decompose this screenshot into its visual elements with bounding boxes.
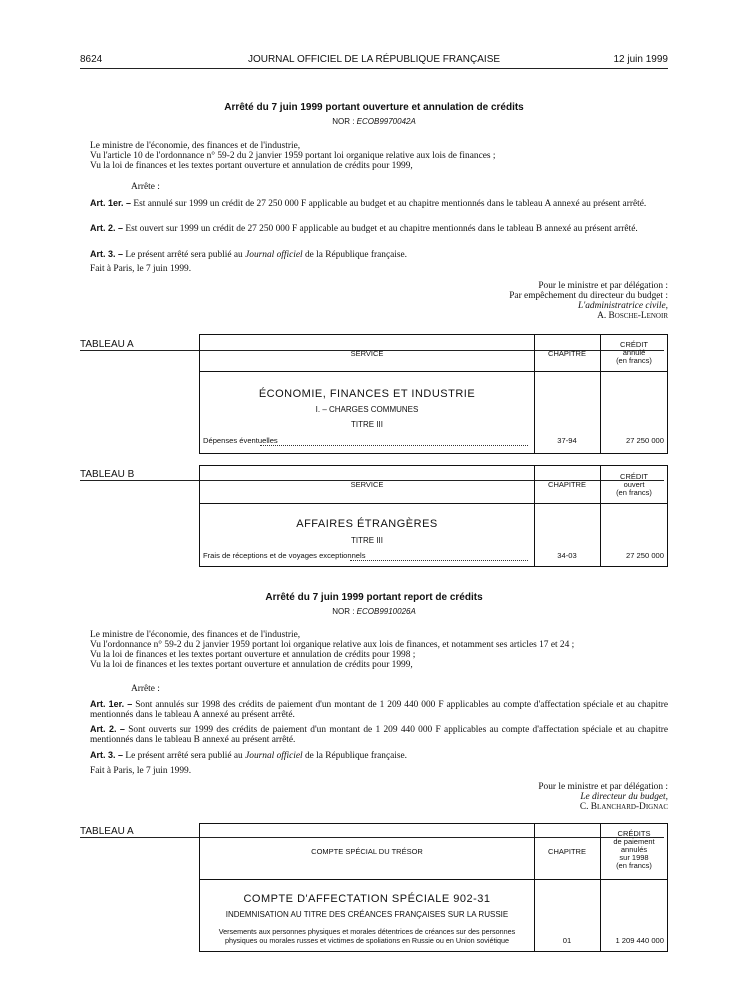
section-title: COMPTE D'AFFECTATION SPÉCIALE 902-31 bbox=[243, 893, 491, 905]
row-label: Frais de réceptions et de voyages exceptionnels bbox=[203, 551, 366, 560]
arrete2-preamble-2: Vu l'ordonnance n° 59-2 du 2 janvier 1959 portant loi organique relative aux lois de finances, et notamment ses articles 17 et 24 ; bbox=[90, 640, 575, 650]
arrete2-title: Arrêté du 7 juin 1999 portant report de crédits bbox=[265, 592, 483, 603]
row-chapitre: 37-94 bbox=[557, 436, 577, 445]
journal-title: JOURNAL OFFICIEL DE LA RÉPUBLIQUE FRANÇAISE bbox=[247, 54, 501, 65]
arrete1-article-3 bbox=[90, 249, 668, 260]
arrete1-title: Arrêté du 7 juin 1999 portant ouverture et annulation de crédits bbox=[224, 102, 524, 113]
arrete2-preamble-4: Vu la loi de finances et les textes portant ouverture et annulation de crédits pour 1999, bbox=[90, 660, 413, 670]
tableau-b1-table bbox=[199, 465, 668, 567]
page-date: 12 juin 1999 bbox=[613, 54, 668, 65]
arrete1-nor-label: NOR : bbox=[332, 117, 355, 126]
arrete1-signature bbox=[368, 281, 668, 321]
arrete2-arrete: Arrête : bbox=[131, 684, 160, 694]
arrete1-preamble-2: Vu l'article 10 de l'ordonnance n° 59-2 du 2 janvier 1959 portant loi organique relative aux lois de finances ; bbox=[90, 151, 496, 161]
arrete2-nor-code: ECOB9910026A bbox=[356, 607, 416, 616]
article-text: Le présent arrêté sera publié au bbox=[125, 751, 246, 761]
arrete2-signature bbox=[368, 782, 668, 812]
row-chapitre: 01 bbox=[562, 936, 572, 945]
section-title: AFFAIRES ÉTRANGÈRES bbox=[296, 518, 438, 530]
signature-title: Le directeur du budget, bbox=[580, 792, 668, 802]
arrete2-nor-label: NOR : bbox=[332, 607, 355, 616]
col-credit: CRÉDITS de paiement annulés sur 1998 (en francs) bbox=[613, 829, 655, 870]
section-subtitle: I. – CHARGES COMMUNES bbox=[315, 405, 419, 414]
row-credit: 27 250 000 bbox=[625, 436, 664, 445]
tableau-a2-label: TABLEAU A bbox=[80, 826, 134, 837]
section-titre: TITRE III bbox=[351, 536, 383, 545]
article-label: Art. 2. – bbox=[90, 724, 125, 734]
journal-officiel: Journal officiel bbox=[245, 250, 303, 260]
signature-line: Pour le ministre et par délégation : bbox=[538, 281, 668, 291]
section-titre: TITRE III bbox=[351, 420, 383, 429]
article-text: Est ouvert sur 1999 un crédit de 27 250 000 F applicable au budget et au chapitre mentionnés dans le tableau B annexé au présent arrêté. bbox=[125, 224, 638, 234]
arrete1-preamble-3: Vu la loi de finances et les textes portant ouverture et annulation de crédits pour 1999, bbox=[90, 161, 413, 171]
article-text: Le présent arrêté sera publié au bbox=[125, 250, 246, 260]
article-text: de la République française. bbox=[302, 250, 408, 260]
tableau-a1-label: TABLEAU A bbox=[80, 339, 134, 350]
col-credit: CRÉDIT ouvert (en francs) bbox=[616, 472, 652, 497]
article-text: de la République française. bbox=[302, 751, 408, 761]
arrete2-article-3 bbox=[90, 750, 668, 761]
col-chapitre: CHAPITRE bbox=[548, 847, 586, 856]
arrete2-preamble-3: Vu la loi de finances et les textes portant ouverture et annulation de crédits pour 1998 ; bbox=[90, 650, 416, 660]
article-label: Art. 1er. – bbox=[90, 198, 132, 208]
section-title: ÉCONOMIE, FINANCES ET INDUSTRIE bbox=[258, 388, 476, 400]
article-label: Art. 3. – bbox=[90, 750, 124, 760]
signature-line: Pour le ministre et par délégation : bbox=[538, 782, 668, 792]
article-label: Art. 2. – bbox=[90, 223, 124, 233]
arrete2-article-2 bbox=[90, 724, 668, 745]
tableau-a2-table bbox=[199, 823, 668, 952]
arrete1-arrete: Arrête : bbox=[131, 182, 160, 192]
arrete2-fait: Fait à Paris, le 7 juin 1999. bbox=[90, 766, 192, 776]
signature-name: C. Blanchard-Dignac bbox=[579, 802, 668, 812]
row-label: Dépenses éventuelles bbox=[203, 436, 278, 445]
signature-name: A. Bosche-Lenoir bbox=[597, 311, 668, 321]
header-rule bbox=[80, 68, 668, 69]
page-number: 8624 bbox=[80, 54, 103, 65]
arrete1-nor bbox=[80, 117, 668, 126]
col-service: SERVICE bbox=[350, 480, 384, 489]
journal-officiel: Journal officiel bbox=[245, 751, 303, 761]
signature-line: Par empêchement du directeur du budget : bbox=[509, 291, 668, 301]
col-chapitre: CHAPITRE bbox=[548, 349, 586, 358]
row-label: Versements aux personnes physiques et morales détentrices de créances sur des personnes physiques ou morales russes et victimes de spoliations en Russie ou en Union soviétique bbox=[218, 927, 516, 945]
arrete1-article-1 bbox=[90, 198, 668, 209]
col-credit: CRÉDIT annulé (en francs) bbox=[616, 340, 652, 365]
row-credit: 1 209 440 000 bbox=[615, 936, 664, 945]
article-text: Est annulé sur 1999 un crédit de 27 250 000 F applicable au budget et au chapitre mentionnés dans le tableau A annexé au présent arrêté. bbox=[133, 199, 647, 209]
tableau-b1-label: TABLEAU B bbox=[80, 469, 135, 480]
col-compte: COMPTE SPÉCIAL DU TRÉSOR bbox=[311, 847, 423, 856]
col-service: SERVICE bbox=[350, 349, 384, 358]
arrete1-article-2 bbox=[90, 223, 668, 234]
article-label: Art. 1er. – bbox=[90, 699, 133, 709]
col-chapitre: CHAPITRE bbox=[548, 480, 586, 489]
arrete1-preamble-1: Le ministre de l'économie, des finances et de l'industrie, bbox=[90, 141, 301, 151]
arrete2-article-1 bbox=[90, 699, 668, 720]
article-label: Art. 3. – bbox=[90, 249, 124, 259]
arrete2-preamble-1: Le ministre de l'économie, des finances et de l'industrie, bbox=[90, 630, 301, 640]
row-chapitre: 34-03 bbox=[557, 551, 577, 560]
article-text: Sont annulés sur 1998 des crédits de paiement d'un montant de 1 209 440 000 F applicables au compte d'affectation spéciale et au chapitre mentionnés dans le tableau A annexé au présent arrêté. bbox=[90, 700, 668, 720]
row-credit: 27 250 000 bbox=[625, 551, 664, 560]
arrete2-nor bbox=[80, 607, 668, 616]
arrete1-fait: Fait à Paris, le 7 juin 1999. bbox=[90, 264, 192, 274]
article-text: Sont ouverts sur 1999 des crédits de paiement d'un montant de 1 209 440 000 F applicables au compte d'affectation spéciale et au chapitre mentionnés dans le tableau B annexé au présent arrêté. bbox=[90, 725, 669, 745]
section-subtitle: INDEMNISATION AU TITRE DES CRÉANCES FRANÇAISES SUR LA RUSSIE bbox=[225, 910, 509, 919]
tableau-a1-table bbox=[199, 334, 668, 454]
arrete1-nor-code: ECOB9970042A bbox=[356, 117, 416, 126]
signature-title: L'administratrice civile, bbox=[577, 301, 668, 311]
